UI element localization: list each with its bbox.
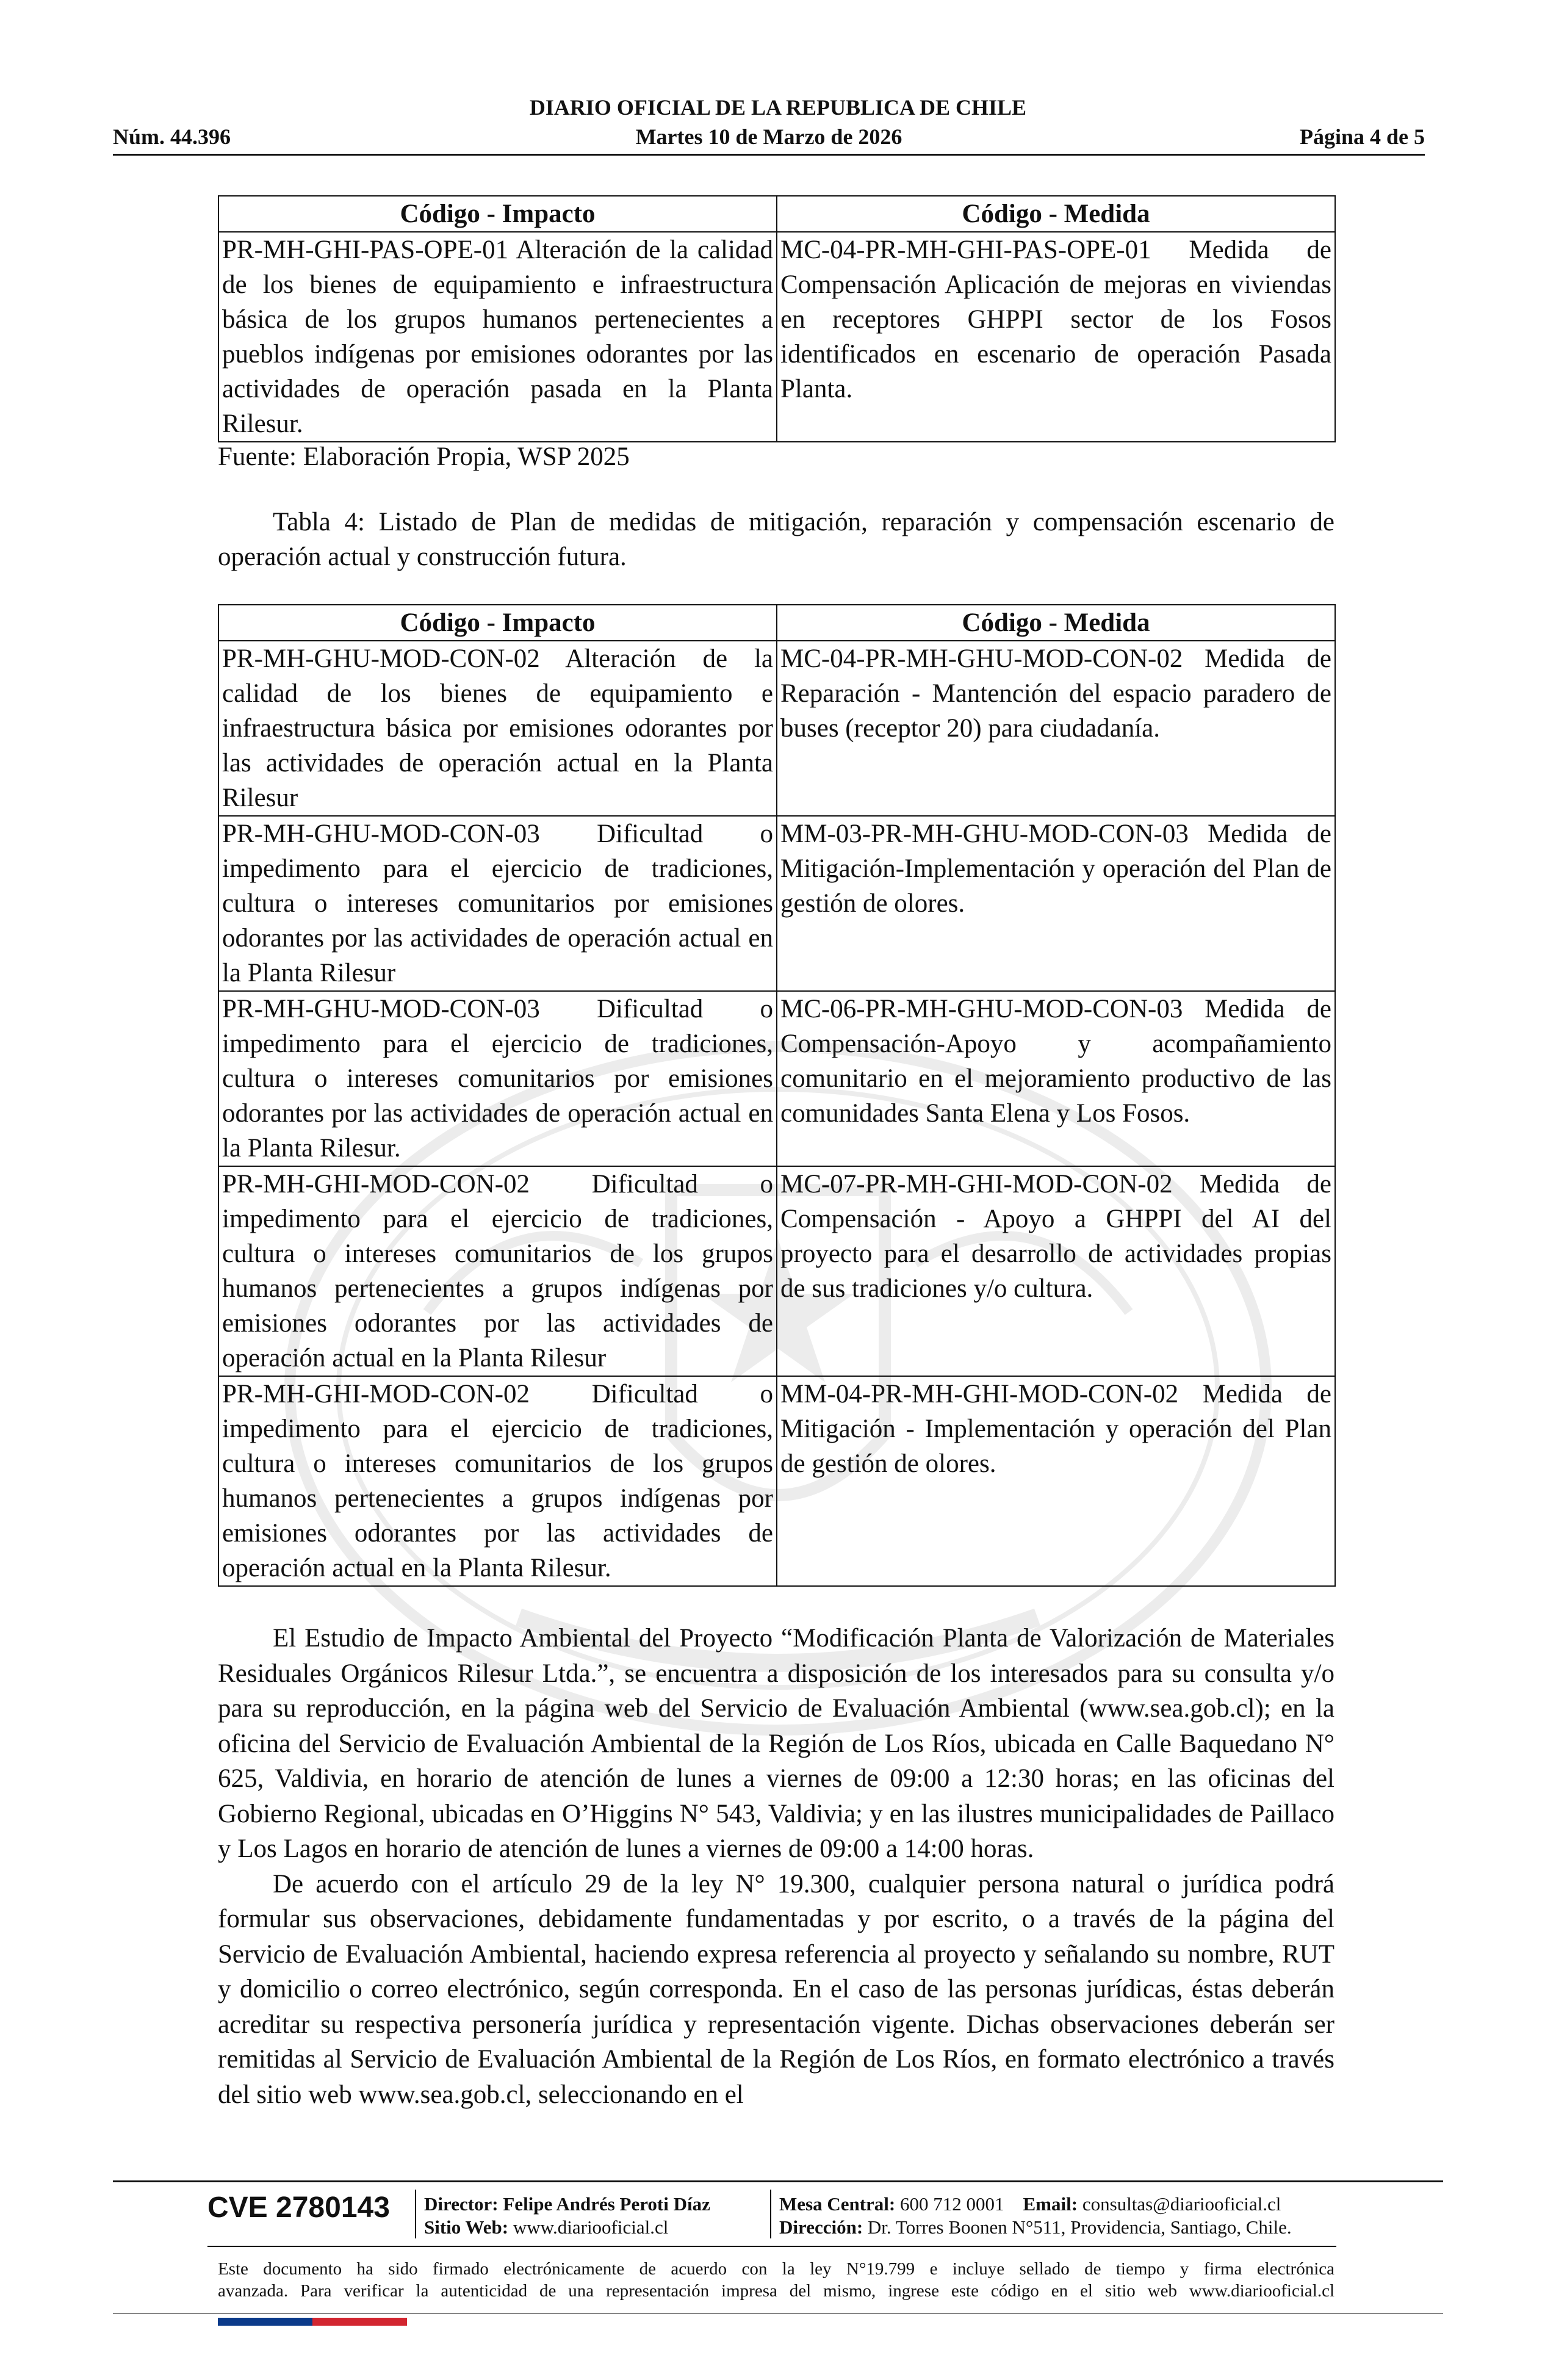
- table-row: [218, 816, 1335, 991]
- column-header-medida: Código - Medida: [777, 196, 1335, 232]
- footer-contact-block: [779, 2193, 1292, 2239]
- issue-date: Martes 10 de Marzo de 2026: [635, 124, 902, 149]
- mesa-label: Mesa Central:: [779, 2193, 896, 2215]
- medida-cell: MC-04-PR-MH-GHU-MOD-CON-02 Medida de Reparación - Mantención del espacio paradero de buses (receptor 20) para ciudadanía.: [777, 641, 1335, 816]
- column-header-impacto: Código - Impacto: [218, 605, 777, 641]
- table-source: Fuente: Elaboración Propia, WSP 2025: [218, 442, 630, 471]
- impacto-cell: PR-MH-GHI-PAS-OPE-01 Alteración de la calidad de los bienes de equipamiento e infraestructura básica de los grupos humanos pertenecientes a pueblos indígenas por emisiones odorantes por las actividades de operación pasada en la Planta Rilesur.: [218, 232, 777, 442]
- table-row: [218, 1376, 1335, 1586]
- body-paragraph: De acuerdo con el artículo 29 de la ley N° 19.300, cualquier persona natural o jurídica podrá formular sus observaciones, debidamente fundamentadas y por escrito, o a través de la página del Servicio de Evaluación Ambiental, haciendo expresa referencia al proyecto y señalando su nombre, RUT y domicilio o correo electrónico, según corresponda. En el caso de las personas jurídicas, éstas deberán acreditar su respectiva personería jurídica y representación vigente. Dichas observaciones deberán ser remitidas al Servicio de Evaluación Ambiental de la Región de Los Ríos, en formato electrónico a través del sitio web www.sea.gob.cl, seleccionando en el: [218, 1869, 1334, 2109]
- footer-separator: [770, 2190, 771, 2238]
- table-header-row: [218, 196, 1335, 232]
- table-row: [218, 991, 1335, 1166]
- column-header-medida: Código - Medida: [777, 605, 1335, 641]
- impacto-cell: PR-MH-GHI-MOD-CON-02 Dificultad o impedimento para el ejercicio de tradiciones, cultura o intereses comunitarios de los grupos humanos pertenecientes a grupos indígenas por emisiones odorantes por las actividades de operación actual en la Planta Rilesur.: [218, 1376, 777, 1586]
- medida-cell: MC-04-PR-MH-GHI-PAS-OPE-01 Medida de Compensación Aplicación de mejoras en viviendas en receptores GHPPI sector de los Fosos identificados en escenario de operación Pasada Planta.: [777, 232, 1335, 442]
- mesa-phone: 600 712 0001: [900, 2193, 1004, 2215]
- legal-notice: [218, 2258, 1334, 2302]
- director-name: Felipe Andrés Peroti Díaz: [503, 2193, 710, 2215]
- website-label: Sitio Web:: [424, 2216, 509, 2238]
- table-row: [218, 232, 1335, 442]
- body-text: [218, 1621, 1334, 2112]
- medida-cell: MC-06-PR-MH-GHU-MOD-CON-03 Medida de Compensación-Apoyo y acompañamiento comunitario en el mejoramiento productivo de las comunidades Santa Elena y Los Fosos.: [777, 991, 1335, 1166]
- medida-cell: MM-03-PR-MH-GHU-MOD-CON-03 Medida de Mitigación-Implementación y operación del Plan de gestión de olores.: [777, 816, 1335, 991]
- newspaper-title: DIARIO OFICIAL DE LA REPUBLICA DE CHILE: [529, 95, 1027, 120]
- footer-separator: [415, 2190, 416, 2238]
- legal-line: Este documento ha sido firmado electrónicamente de acuerdo con la ley N°19.799 e incluye sellado de tiempo y firma electrónica: [218, 2259, 1334, 2279]
- header-row: [113, 124, 1425, 151]
- footer-director-block: [424, 2193, 710, 2239]
- cve-code: CVE 2780143: [207, 2191, 390, 2224]
- body-paragraph: El Estudio de Impacto Ambiental del Proyecto “Modificación Planta de Valorización de Materiales Residuales Orgánicos Rilesur Ltda.”, se encuentra a disposición de los interesados para su consulta y/o para su reproducción, en la página web del Servicio de Evaluación Ambiental (www.sea.gob.cl); en la oficina del Servicio de Evaluación Ambiental de la Región de Los Ríos, ubicada en Calle Baquedano N° 625, Valdivia, en horario de atención de lunes a viernes de 09:00 a 12:30 horas; en las oficinas del Gobierno Regional, ubicadas en O’Higgins N° 543, Valdivia; y en las ilustres municipalidades de Paillaco y Los Lagos en horario de atención de lunes a viernes de 09:00 a 14:00 horas.: [218, 1624, 1334, 1863]
- page-number: Página 4 de 5: [1299, 124, 1425, 149]
- footer-divider: [113, 2180, 1443, 2182]
- table-row: [218, 1166, 1335, 1376]
- table-header-row: [218, 605, 1335, 641]
- address-label: Dirección:: [779, 2216, 863, 2238]
- header-divider: [113, 154, 1425, 156]
- column-header-impacto: Código - Impacto: [218, 196, 777, 232]
- issue-number: Núm. 44.396: [113, 124, 231, 149]
- table-caption: Tabla 4: Listado de Plan de medidas de mitigación, reparación y compensación escenario de operación actual y construcción futura.: [218, 508, 1334, 571]
- email-label: Email:: [1023, 2193, 1078, 2215]
- impacto-cell: PR-MH-GHU-MOD-CON-02 Alteración de la calidad de los bienes de equipamiento e infraestructura básica por emisiones odorantes por las actividades de operación actual en la Planta Rilesur: [218, 641, 777, 816]
- impacto-cell: PR-MH-GHI-MOD-CON-02 Dificultad o impedimento para el ejercicio de tradiciones, cultura o intereses comunitarios de los grupos humanos pertenecientes a grupos indígenas por emisiones odorantes por las actividades de operación actual en la Planta Rilesur: [218, 1166, 777, 1376]
- flag-stripe-red: [312, 2318, 407, 2326]
- director-label: Director:: [424, 2193, 499, 2215]
- email-link[interactable]: consultas@diariooficial.cl: [1082, 2193, 1281, 2215]
- impact-measure-table: [218, 604, 1336, 1587]
- website-link[interactable]: www.diariooficial.cl: [513, 2216, 669, 2238]
- medida-cell: MM-04-PR-MH-GHI-MOD-CON-02 Medida de Mitigación - Implementación y operación del Plan de gestión de olores.: [777, 1376, 1335, 1586]
- medida-cell: MC-07-PR-MH-GHI-MOD-CON-02 Medida de Compensación - Apoyo a GHPPI del AI del proyecto para el desarrollo de actividades propias de sus tradiciones y/o cultura.: [777, 1166, 1335, 1376]
- impacto-cell: PR-MH-GHU-MOD-CON-03 Dificultad o impedimento para el ejercicio de tradiciones, cultura o intereses comunitarios por emisiones odorantes por las actividades de operación actual en la Planta Rilesur: [218, 816, 777, 991]
- flag-stripe-blue: [218, 2318, 312, 2326]
- footer-bottom-rule: [113, 2313, 1443, 2314]
- legal-line: avanzada. Para verificar la autenticidad de una representación impresa del mismo, ingrese este código en el sitio web www.diariooficial.cl: [218, 2281, 1334, 2301]
- impacto-cell: PR-MH-GHU-MOD-CON-03 Dificultad o impedimento para el ejercicio de tradiciones, cultura o intereses comunitarios por emisiones odorantes por las actividades de operación actual en la Planta Rilesur.: [218, 991, 777, 1166]
- footer-divider-secondary: [207, 2246, 1336, 2247]
- table-row: [218, 641, 1335, 816]
- address-value: Dr. Torres Boonen N°511, Providencia, Santiago, Chile.: [867, 2216, 1292, 2238]
- impact-measure-table-continued: [218, 195, 1336, 442]
